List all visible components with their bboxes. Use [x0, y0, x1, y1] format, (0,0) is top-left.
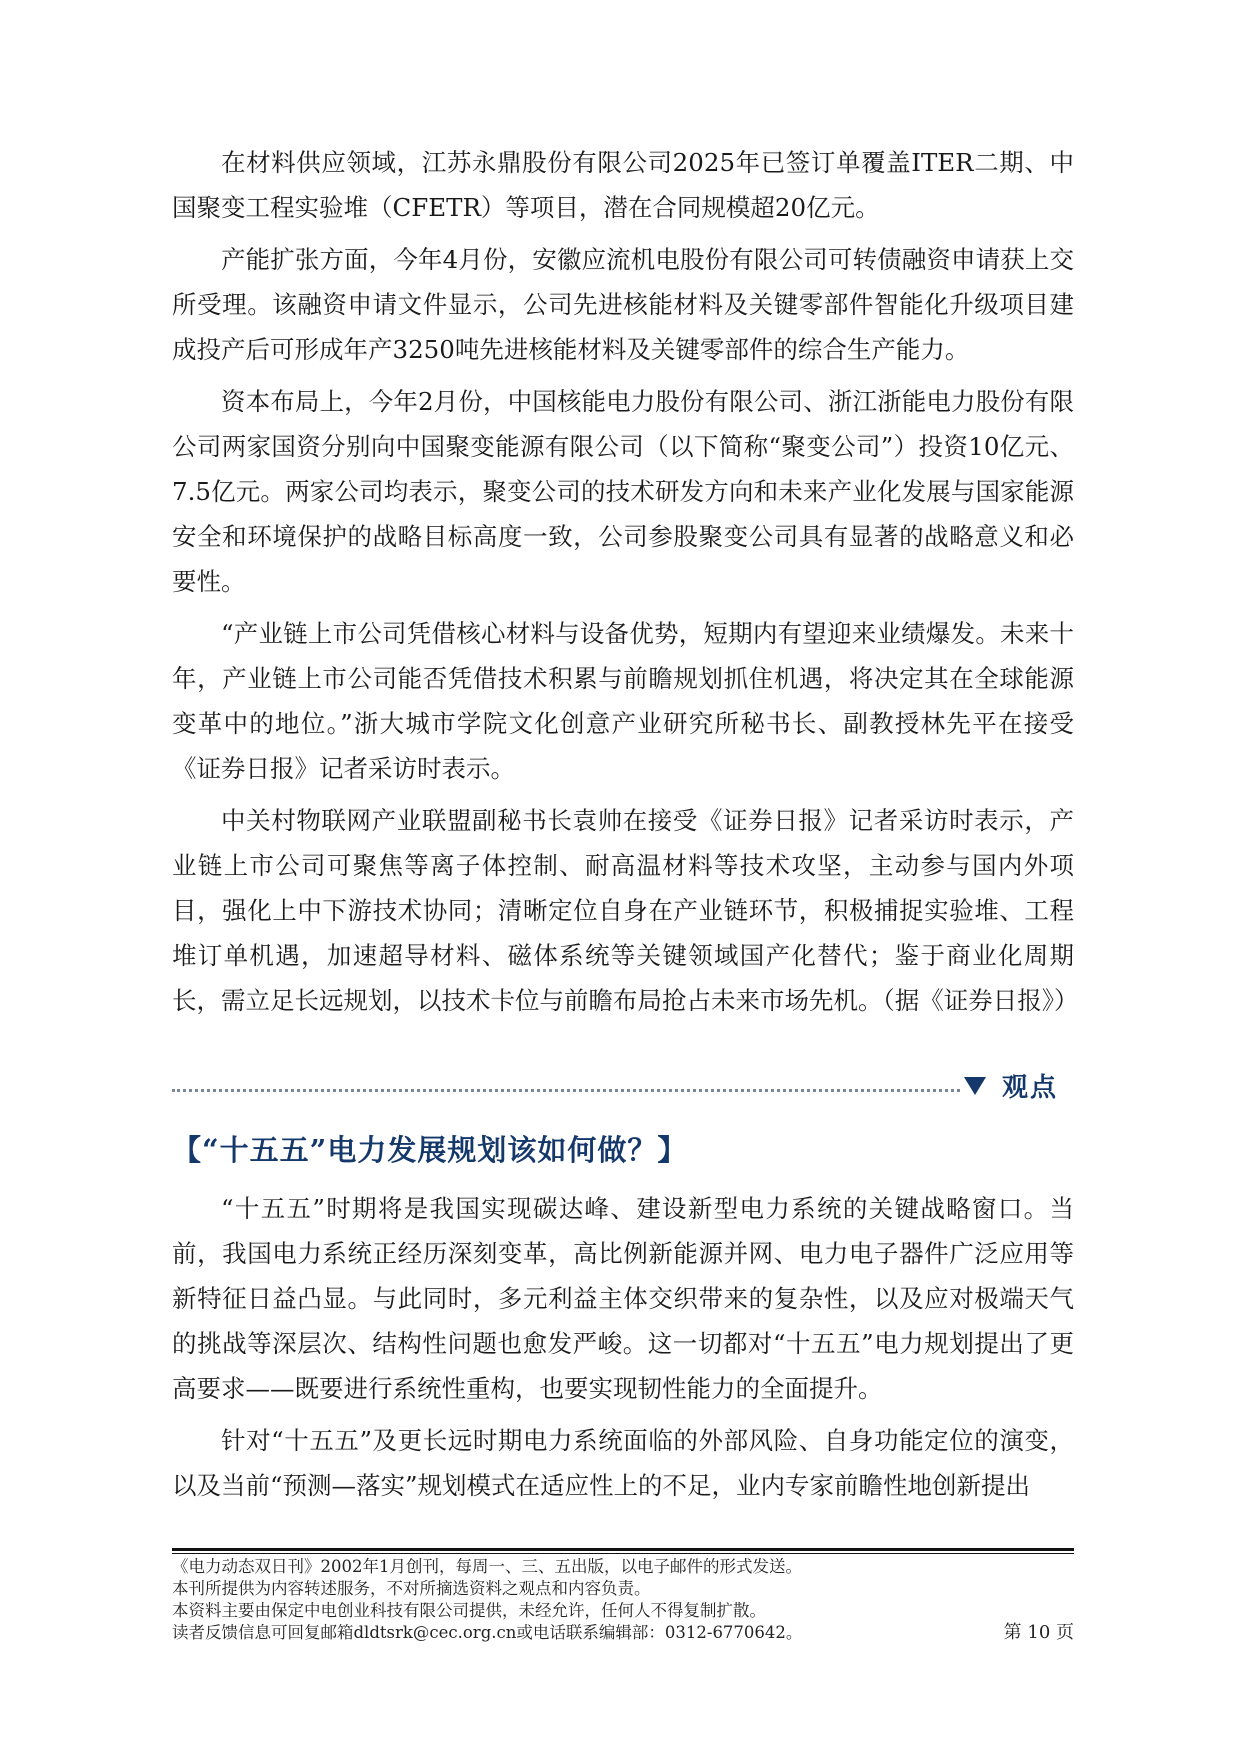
paragraph: 产能扩张方面，今年4月份，安徽应流机电股份有限公司可转债融资申请获上交所受理。该融资申请文件显示，公司先进核能材料及关键零部件智能化升级项目建成投产后可形成年产3250吨先进核能材料及关键零部件的综合生产能力。 [172, 245, 1074, 364]
footer-line: 《电力动态双日刊》2002年1月创刊，每周一、三、五出版，以电子邮件的形式发送。 [172, 1557, 802, 1576]
footer [172, 1556, 1074, 1644]
paragraph: 资本布局上，今年2月份，中国核能电力股份有限公司、浙江浙能电力股份有限公司两家国资分别向中国聚变能源有限公司（以下简称“聚变公司”）投资10亿元、7.5亿元。两家公司均表示，聚变公司的技术研发方向和未来产业化发展与国家能源安全和环境保护的战略目标高度一致，公司参股聚变公司具有显著的战略意义和必要性。 [172, 387, 1074, 596]
page-number: 第 10 页 [1003, 1622, 1074, 1643]
article-body-continued [172, 140, 1079, 1030]
footer-line: 本资料主要由保定中电创业科技有限公司提供，未经允许，任何人不得复制扩散。 [172, 1601, 766, 1620]
footer-line: 本刊所提供为内容转述服务，不对所摘选资料之观点和内容负责。 [172, 1579, 651, 1598]
footer-line: 读者反馈信息可回复邮箱dldtsrk@cec.org.cn或电话联系编辑部：0312-6770642。 [172, 1623, 803, 1642]
section-tag: 观点 [1002, 1073, 1059, 1103]
footer-rule [172, 1548, 1074, 1554]
section-divider [172, 1068, 1074, 1108]
section-body [172, 1186, 1074, 1515]
paragraph: 在材料供应领域，江苏永鼎股份有限公司2025年已签订单覆盖ITER二期、中国聚变工程实验堆（CFETR）等项目，潜在合同规模超20亿元。 [172, 148, 1074, 222]
section-title: 【“十五五”电力发展规划该如何做？】 [172, 1133, 688, 1167]
paragraph: “十五五”时期将是我国实现碳达峰、建设新型电力系统的关键战略窗口。当前，我国电力系统正经历深刻变革，高比例新能源并网、电力电子器件广泛应用等新特征日益凸显。与此同时，多元利益主体交织带来的复杂性，以及应对极端天气的挑战等深层次、结构性问题也愈发严峻。这一切都对“十五五”电力规划提出了更高要求——既要进行系统性重构，也要实现韧性能力的全面提升。 [172, 1194, 1074, 1403]
paragraph: 针对“十五五”及更长远时期电力系统面临的外部风险、自身功能定位的演变，以及当前“预测—落实”规划模式在适应性上的不足，业内专家前瞻性地创新提出 [172, 1426, 1074, 1500]
triangle-down-icon [964, 1077, 986, 1095]
paragraph: 中关村物联网产业联盟副秘书长袁帅在接受《证券日报》记者采访时表示，产业链上市公司可聚焦等离子体控制、耐高温材料等技术攻坚，主动参与国内外项目，强化上中下游技术协同；清晰定位自身在产业链环节，积极捕捉实验堆、工程堆订单机遇，加速超导材料、磁体系统等关键领域国产化替代；鉴于商业化周期长，需立足长远规划，以技术卡位与前瞻布局抢占未来市场先机。（据《证券日报》） [172, 806, 1079, 1015]
paragraph: “产业链上市公司凭借核心材料与设备优势，短期内有望迎来业绩爆发。未来十年，产业链上市公司能否凭借技术积累与前瞻规划抓住机遇，将决定其在全球能源变革中的地位。”浙大城市学院文化创意产业研究所秘书长、副教授林先平在接受《证券日报》记者采访时表示。 [172, 619, 1074, 783]
dotted-rule [172, 1089, 960, 1092]
